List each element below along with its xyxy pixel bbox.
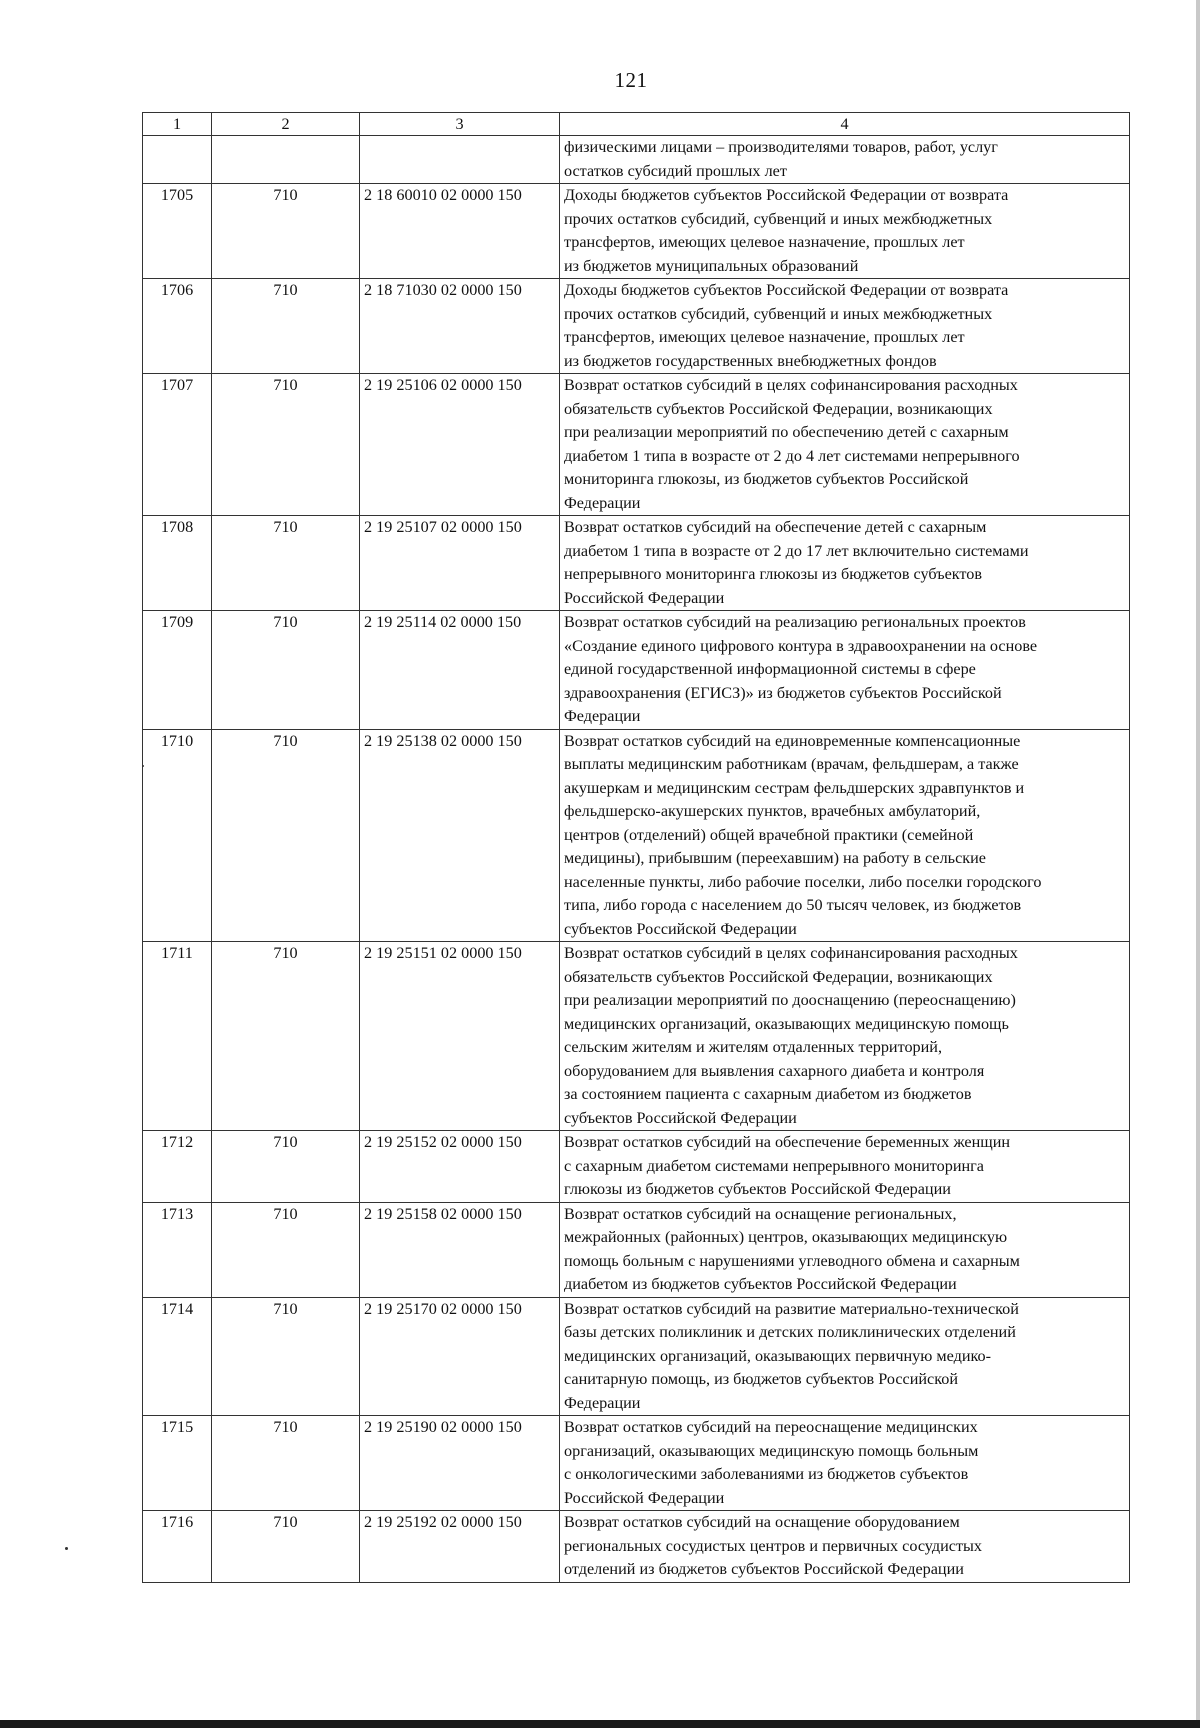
scan-edge	[0, 1720, 1200, 1728]
description-line: трансфертов, имеющих целевое назначение, прошлых лет	[564, 328, 965, 346]
budget-code-cell: 2 19 25152 02 0000 150	[360, 1131, 560, 1203]
description-line: из бюджетов муниципальных образований	[564, 256, 859, 275]
row-number-cell: 1713	[143, 1202, 212, 1297]
description-line: базы детских поликлиник и детских поликлинических отделений	[564, 1323, 1016, 1341]
description-line: с сахарным диабетом системами непрерывного мониторинга	[564, 1156, 984, 1175]
row-number-cell: 1716	[143, 1511, 212, 1583]
admin-code-cell: 710	[212, 611, 360, 730]
column-header-3: 3	[360, 113, 560, 136]
table-row	[143, 1297, 1130, 1416]
description-line: Возврат остатков субсидий в целях софинансирования расходных	[564, 376, 1018, 394]
budget-code-cell: 2 19 25114 02 0000 150	[360, 611, 560, 730]
row-number-cell: 1707	[143, 374, 212, 516]
description-line: «Создание единого цифрового контура в здравоохранении на основе	[564, 636, 1038, 655]
budget-code-cell: 2 19 25106 02 0000 150	[360, 374, 560, 516]
description-line: организаций, оказывающих медицинскую помощь больным	[564, 1441, 979, 1460]
description-line: обязательств субъектов Российской Федерации, возникающих	[564, 399, 993, 418]
table-row	[143, 729, 1130, 942]
scan-speck	[65, 1547, 68, 1550]
description-line: Российской Федерации	[564, 588, 725, 607]
description-line: Федерации	[564, 493, 641, 512]
row-number-cell: 1709	[143, 611, 212, 730]
description-cell	[560, 1131, 1130, 1203]
description-line: прочих остатков субсидий, субвенций и иных межбюджетных	[564, 209, 993, 228]
description-line: акушеркам и медицинским сестрам фельдшерских здравпунктов и	[564, 778, 1025, 797]
description-line: сельским жителям и жителям отдаленных территорий,	[564, 1038, 943, 1056]
table-row	[143, 516, 1130, 611]
table-row	[143, 136, 1130, 184]
description-line: диабетом 1 типа в возрасте от 2 до 4 лет системами непрерывного	[564, 446, 1020, 465]
scan-edge	[1196, 0, 1200, 1728]
description-line: физическими лицами – производителями товаров, работ, услуг	[564, 138, 998, 156]
description-line: медицины), прибывшим (переехавшим) на работу в сельские	[564, 849, 986, 867]
table-header-row	[143, 113, 1130, 136]
table-row	[143, 1511, 1130, 1583]
description-cell	[560, 374, 1130, 516]
description-cell	[560, 136, 1130, 184]
description-line: фельдшерско-акушерских пунктов, врачебных амбулаторий,	[564, 802, 981, 820]
description-line: Доходы бюджетов субъектов Российской Федерации от возврата	[564, 281, 1009, 299]
description-line: непрерывного мониторинга глюкозы из бюджетов субъектов	[564, 565, 983, 583]
description-cell	[560, 729, 1130, 942]
description-line: Возврат остатков субсидий на оснащение региональных,	[564, 1204, 957, 1223]
description-cell	[560, 1202, 1130, 1297]
description-line: Возврат остатков субсидий на развитие материально-технической	[564, 1299, 1019, 1318]
description-cell	[560, 516, 1130, 611]
table-row	[143, 184, 1130, 279]
row-number-cell: 1706	[143, 279, 212, 374]
admin-code-cell: 710	[212, 1511, 360, 1583]
budget-code-cell: 2 19 25192 02 0000 150	[360, 1511, 560, 1583]
row-number-cell: 1714	[143, 1297, 212, 1416]
description-line: центров (отделений) общей врачебной практики (семейной	[564, 825, 974, 844]
description-line: населенные пункты, либо рабочие поселки, либо поселки городского	[564, 872, 1042, 891]
description-line: Возврат остатков субсидий на переоснащение медицинских	[564, 1418, 978, 1436]
row-number-cell: 1710	[143, 729, 212, 942]
admin-code-cell: 710	[212, 374, 360, 516]
admin-code-cell: 710	[212, 729, 360, 942]
description-line: прочих остатков субсидий, субвенций и иных межбюджетных	[564, 304, 993, 323]
description-line: медицинских организаций, оказывающих медицинскую помощь	[564, 1014, 1009, 1033]
description-cell	[560, 942, 1130, 1131]
description-line: субъектов Российской Федерации	[564, 1108, 797, 1127]
description-cell	[560, 279, 1130, 374]
description-line: Федерации	[564, 707, 641, 725]
table-row	[143, 1131, 1130, 1203]
admin-code-cell: 710	[212, 184, 360, 279]
description-cell	[560, 184, 1130, 279]
description-line: остатков субсидий прошлых лет	[564, 161, 787, 180]
budget-code-cell: 2 19 25107 02 0000 150	[360, 516, 560, 611]
column-header-1: 1	[143, 113, 212, 136]
description-line: Возврат остатков субсидий на реализацию региональных проектов	[564, 613, 1026, 631]
description-line: диабетом из бюджетов субъектов Российской Федерации	[564, 1275, 957, 1293]
description-line: типа, либо города с населением до 50 тысяч человек, из бюджетов	[564, 896, 1022, 914]
table-row	[143, 279, 1130, 374]
description-line: за состоянием пациента с сахарным диабетом из бюджетов	[564, 1085, 972, 1103]
row-number-cell: 1711	[143, 942, 212, 1131]
description-line: субъектов Российской Федерации	[564, 919, 797, 938]
description-line: единой государственной информационной системы в сфере	[564, 660, 976, 678]
table-row	[143, 942, 1130, 1131]
description-line: выплаты медицинским работникам (врачам, фельдшерам, а также	[564, 755, 1019, 773]
row-number-cell: 1705	[143, 184, 212, 279]
budget-code-cell: 2 19 25170 02 0000 150	[360, 1297, 560, 1416]
admin-code-cell: 710	[212, 942, 360, 1131]
column-header-2: 2	[212, 113, 360, 136]
description-cell	[560, 1511, 1130, 1583]
budget-code-cell: 2 18 71030 02 0000 150	[360, 279, 560, 374]
description-line: Возврат остатков субсидий в целях софинансирования расходных	[564, 944, 1018, 962]
budget-code-cell	[360, 136, 560, 184]
admin-code-cell: 710	[212, 516, 360, 611]
description-line: Федерации	[564, 1393, 641, 1412]
description-line: Возврат остатков субсидий на обеспечение детей с сахарным	[564, 518, 987, 536]
description-line: региональных сосудистых центров и первичных сосудистых	[564, 1536, 982, 1555]
description-line: диабетом 1 типа в возрасте от 2 до 17 лет включительно системами	[564, 541, 1029, 560]
description-line: при реализации мероприятий по дооснащению (переоснащению)	[564, 991, 1016, 1009]
description-line: отделений из бюджетов субъектов Российской Федерации	[564, 1560, 964, 1578]
description-line: Возврат остатков субсидий на единовременные компенсационные	[564, 731, 1021, 750]
description-line: медицинских организаций, оказывающих первичную медико-	[564, 1346, 992, 1365]
description-line: межрайонных (районных) центров, оказывающих медицинскую	[564, 1228, 1008, 1246]
row-number-cell: 1708	[143, 516, 212, 611]
row-number-cell: 1715	[143, 1416, 212, 1511]
description-cell	[560, 1297, 1130, 1416]
description-line: здравоохранения (ЕГИСЗ)» из бюджетов субъектов Российской	[564, 683, 1002, 702]
admin-code-cell: 710	[212, 1131, 360, 1203]
budget-code-cell: 2 19 25151 02 0000 150	[360, 942, 560, 1131]
description-line: обязательств субъектов Российской Федерации, возникающих	[564, 967, 993, 986]
budget-code-cell: 2 19 25158 02 0000 150	[360, 1202, 560, 1297]
table-row	[143, 1202, 1130, 1297]
column-header-4: 4	[560, 113, 1130, 136]
description-line: при реализации мероприятий по обеспечению детей с сахарным	[564, 423, 1009, 441]
description-line: Доходы бюджетов субъектов Российской Федерации от возврата	[564, 186, 1009, 204]
description-line: из бюджетов государственных внебюджетных фондов	[564, 351, 937, 370]
description-line: трансфертов, имеющих целевое назначение, прошлых лет	[564, 233, 965, 251]
description-line: Возврат остатков субсидий на обеспечение беременных женщин	[564, 1133, 1011, 1151]
table-row	[143, 374, 1130, 516]
description-line: оборудованием для выявления сахарного диабета и контроля	[564, 1061, 985, 1080]
budget-classification-table	[142, 112, 1130, 1583]
description-line: мониторинга глюкозы, из бюджетов субъектов Российской	[564, 470, 969, 488]
budget-code-cell: 2 18 60010 02 0000 150	[360, 184, 560, 279]
row-number-cell: 1712	[143, 1131, 212, 1203]
description-line: глюкозы из бюджетов субъектов Российской Федерации	[564, 1180, 951, 1198]
table-row	[143, 1416, 1130, 1511]
description-line: с онкологическими заболеваниями из бюджетов субъектов	[564, 1465, 969, 1483]
description-cell	[560, 611, 1130, 730]
description-line: помощь больным с нарушениями углеводного обмена и сахарным	[564, 1251, 1020, 1270]
table-body	[143, 136, 1130, 1583]
description-line: Российской Федерации	[564, 1488, 725, 1507]
description-cell	[560, 1416, 1130, 1511]
budget-code-cell: 2 19 25190 02 0000 150	[360, 1416, 560, 1511]
description-line: Возврат остатков субсидий на оснащение оборудованием	[564, 1513, 960, 1531]
admin-code-cell: 710	[212, 1297, 360, 1416]
budget-code-cell: 2 19 25138 02 0000 150	[360, 729, 560, 942]
page-number: 121	[614, 68, 648, 92]
admin-code-cell	[212, 136, 360, 184]
admin-code-cell: 710	[212, 1202, 360, 1297]
row-number-cell	[143, 136, 212, 184]
description-line: санитарную помощь, из бюджетов субъектов Российской	[564, 1370, 959, 1388]
admin-code-cell: 710	[212, 1416, 360, 1511]
admin-code-cell: 710	[212, 279, 360, 374]
table-row	[143, 611, 1130, 730]
